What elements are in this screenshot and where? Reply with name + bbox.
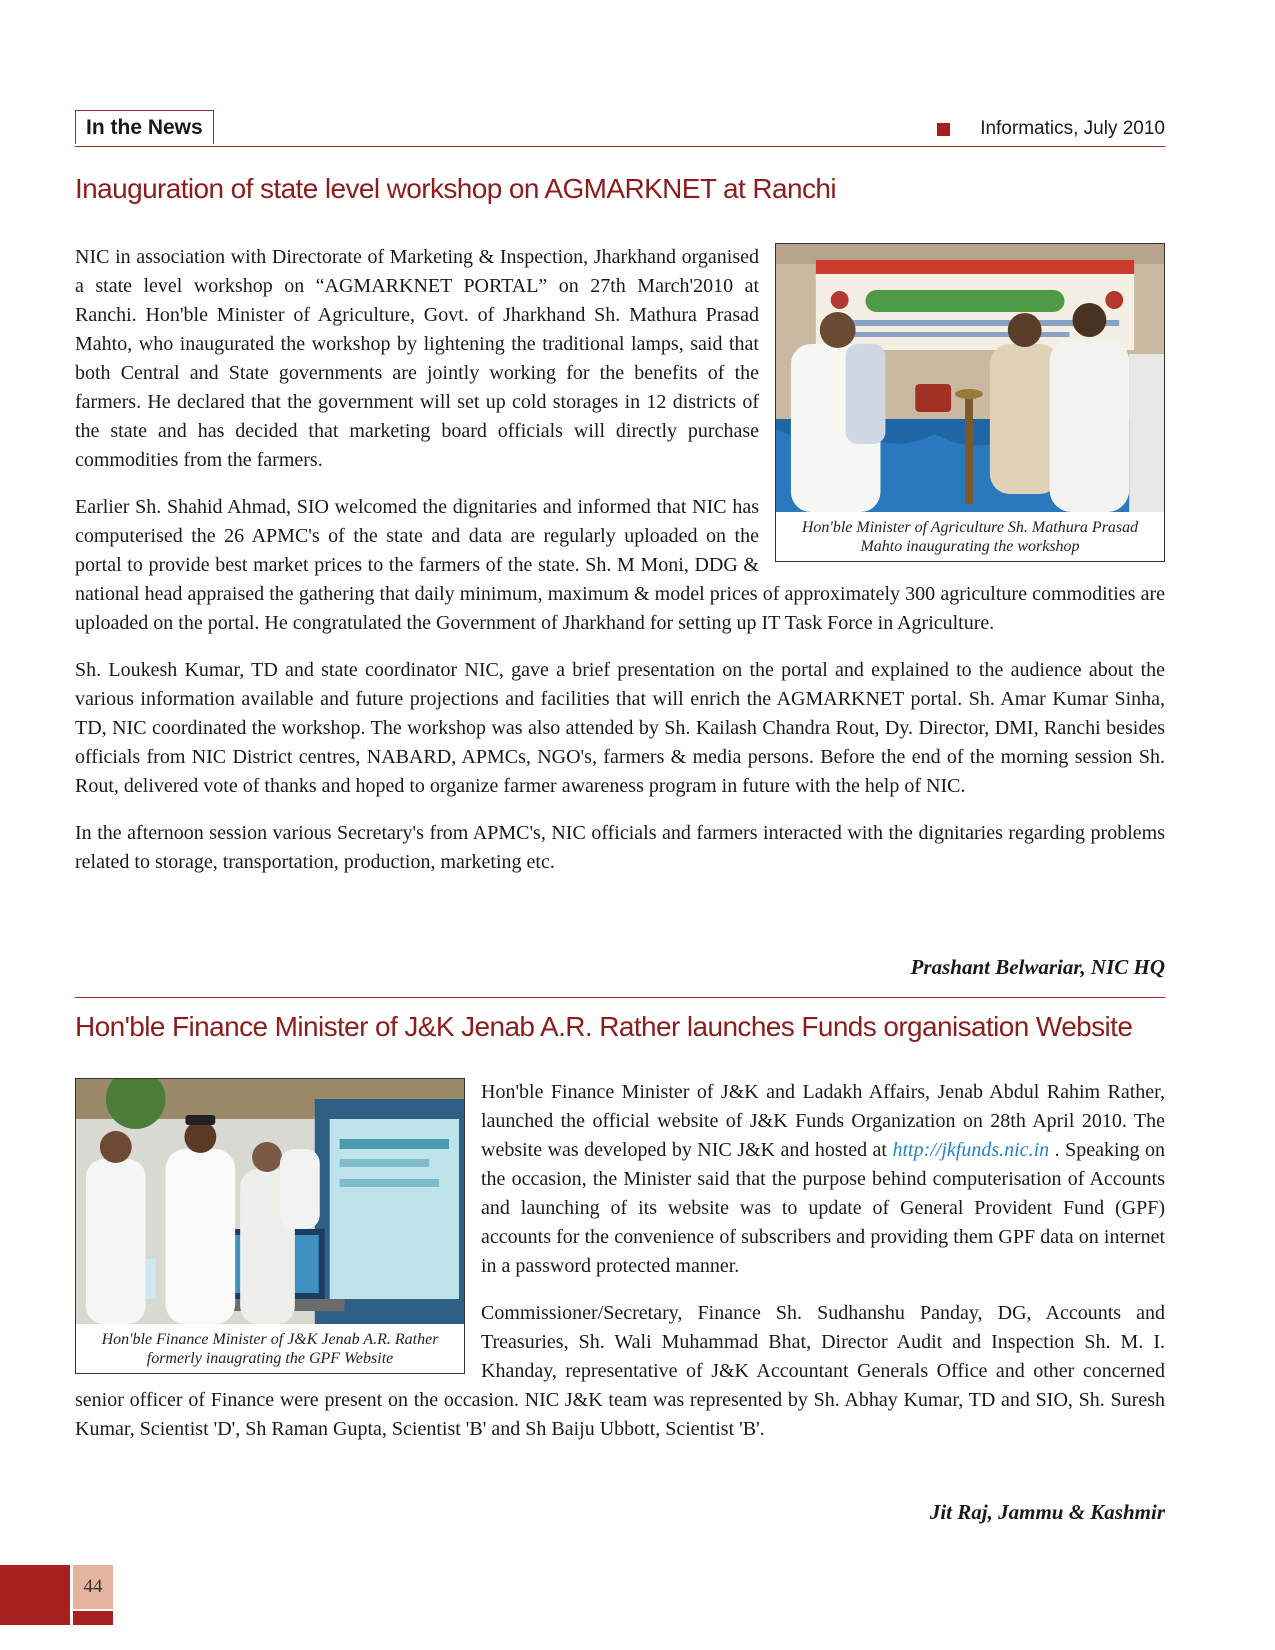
article1-paragraph: In the afternoon session various Secretary's from APMC's, NIC officials and farmers interacted with the dignitaries regarding problems related to storage, transportation, production, marketing etc.: [75, 822, 1165, 873]
article1-byline: Prashant Belwariar, NIC HQ: [910, 955, 1165, 979]
article1-photo-caption: Hon'ble Minister of Agriculture Sh. Mathura Prasad Mahto inaugurating the workshop: [801, 519, 1139, 555]
article1-figure: [775, 243, 1165, 562]
article2-figure: [75, 1078, 465, 1374]
square-bullet-icon: [937, 123, 950, 136]
article1-paragraph: Earlier Sh. Shahid Ahmad, SIO welcomed the dignitaries and informed that NIC has computerised the 26 APMC's of the state and data are regularly uploaded on the portal to provide best market prices to the farmers of the state. Sh. M Moni, DDG & national head appraised the gathering that daily minimum, maximum & model prices of approximately 300 agriculture commodities are uploaded on the portal. He congratulated the Government of Jharkhand for setting up IT Task Force in Agriculture.: [75, 496, 1165, 634]
article1-paragraph: Sh. Loukesh Kumar, TD and state coordinator NIC, gave a brief presentation on the portal and explained to the audience about the various information available and future projections and facilities that will enrich the AGMARKNET portal. Sh. Amar Kumar Sinha, TD, NIC coordinated the workshop. The workshop was also attended by Sh. Kailash Chandra Rout, Dy. Director, DMI, Ranchi besides officials from NIC District centres, NABARD, APMCs, NGO's, farmers & media persons. Before the end of the morning session Sh. Rout, delivered vote of thanks and hoped to organize farmer awareness program in future with the help of NIC.: [75, 659, 1165, 797]
footer-accent-bar: [0, 1565, 70, 1625]
website-launch-photo: [76, 1079, 464, 1324]
issue-label: Informatics, July 2010: [980, 118, 1165, 139]
issue-info: [937, 116, 1165, 142]
article1-body: [75, 243, 1165, 895]
page-header: [75, 110, 1165, 147]
page-number: 44: [73, 1565, 113, 1609]
article2-body: [75, 1078, 1165, 1462]
article1-title: Inauguration of state level workshop on AGMARKNET at Ranchi: [75, 173, 836, 204]
article2-p1-text: . Speaking on the occasion, the Minister said that the purpose behind computerisation of Accounts and launching of its website was to update of General Provident Fund (GPF) accounts for the convenience of subscribers and providing them GPF data on internet in a password protected manner.: [481, 1139, 1165, 1277]
workshop-photo: [776, 244, 1164, 512]
article2-title: Hon'ble Finance Minister of J&K Jenab A.R. Rather launches Funds organisation Website: [75, 1011, 1133, 1042]
article2-p1-text: Hon'ble Finance Minister of J&K and Ladakh Affairs, Jenab Abdul Rahim Rather, launched the official website of J&K Funds Organization on 28th April 2010. The website was developed by NIC J&K and hosted at: [481, 1081, 1165, 1161]
article1-paragraph: NIC in association with Directorate of Marketing & Inspection, Jharkhand organised a state level workshop on “AGMARKNET PORTAL” on 27th March'2010 at Ranchi. Hon'ble Minister of Agriculture, Govt. of Jharkhand Sh. Mathura Prasad Mahto, who inaugurated the workshop by lightening the traditional lamps, said that both Central and State governments are jointly working for the benefits of the farmers. He declared that the government will set up cold storages in 12 districts of the state and has decided that marketing board officials will directly purchase commodities from the farmers.: [75, 246, 759, 471]
article2-photo-caption: Hon'ble Finance Minister of J&K Jenab A.R. Rather formerly inaugrating the GPF Website: [101, 1331, 439, 1367]
article2-paragraph: Commissioner/Secretary, Finance Sh. Sudhanshu Panday, DG, Accounts and Treasuries, Sh. Wali Muhammad Bhat, Director Audit and Inspection Sh. M. I. Khanday, representative of J&K Accountant Generals Office and other concerned senior officer of Finance were present on the occasion. NIC J&K team was represented by Sh. Abhay Kumar, TD and SIO, Sh. Suresh Kumar, Scientist 'D', Sh Raman Gupta, Scientist 'B' and Sh Baiju Ubbott, Scientist 'B'.: [75, 1302, 1165, 1440]
jkfunds-website-link[interactable]: http://jkfunds.nic.in: [892, 1139, 1050, 1161]
footer-accent-strip: [73, 1611, 113, 1625]
section-label: In the News: [75, 110, 214, 144]
article2-byline: Jit Raj, Jammu & Kashmir: [929, 1500, 1165, 1524]
section-divider: [75, 997, 1165, 998]
